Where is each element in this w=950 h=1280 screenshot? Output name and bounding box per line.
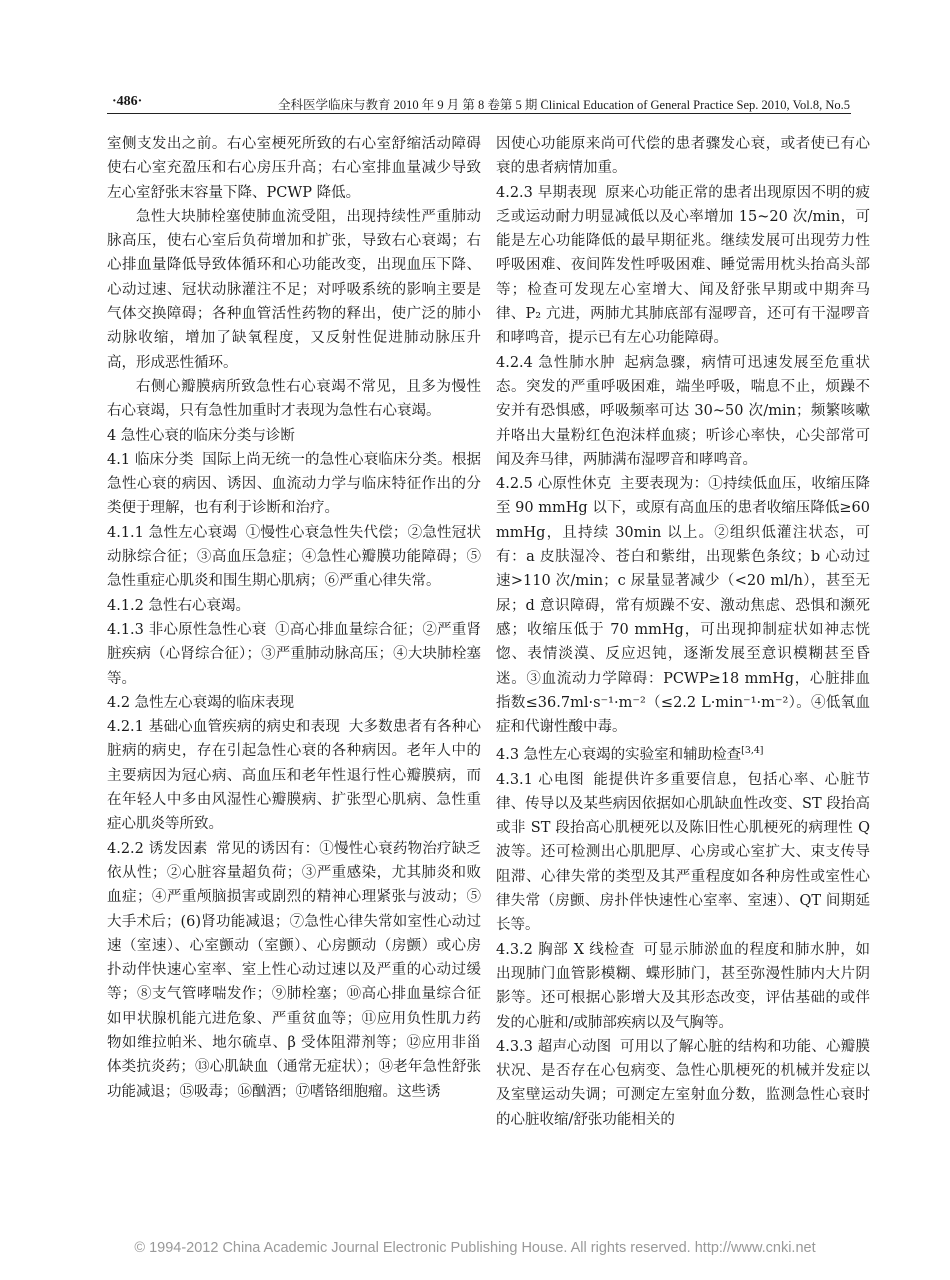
- subsection: [107, 448, 481, 521]
- subsection: [496, 472, 870, 739]
- paragraph: 右侧心瓣膜病所致急性右心衰竭不常见，且多为慢性右心衰竭，只有急性加重时才表现为急性右心衰竭。: [107, 378, 481, 420]
- paragraph: 急性大块肺栓塞使肺血流受阻，出现持续性严重肺动脉高压，使右心室后负荷增加和扩张，导致右心衰竭；右心排血量降低导致体循环和心功能改变，出现血压下降、心动过速、冠状动脉灌注不足；对呼吸系统的影响主要是气体交换障碍；各种血管活性药物的释出，使广泛的肺小动脉收缩，增加了缺氧程度，又反射性促进肺动脉压升高，形成恶性循环。: [107, 208, 481, 371]
- section-heading: 4.2 急性左心衰竭的临床表现: [107, 694, 295, 711]
- subsection-label: 4.3.2 胸部 X 线检查: [496, 941, 635, 958]
- subsection-text: 主要表现为：①持续低血压，收缩压降至 90 mmHg 以下，或原有高血压的患者收缩压降低≥60 mmHg，且持续 30min 以上。②组织低灌注状态，可有：a 皮肤湿冷、苍白和紫绀，出现紫色条纹；b 心动过速>110 次/min；c 尿量显著减少（<20 ml/h），甚至无尿；d 意识障碍，常有烦躁不安、激动焦虑、恐惧和濒死感；收缩压低于 70 mmHg，可出现抑制症状如神志恍惚、表情淡漠、反应迟钝，逐渐发展至意识模糊甚至昏迷。③血流动力学障碍：PCWP≥18 mmHg，心脏排血指数≤36.7ml·s⁻¹·m⁻²（≤2.2 L·min⁻¹·m⁻²）。④低氧血症和代谢性酸中毒。: [496, 476, 870, 736]
- section-heading: 4 急性心衰的临床分类与诊断: [107, 427, 295, 444]
- running-head: 全科医学临床与教育 2010 年 9 月 第 8 卷第 5 期 Clinical Education of General Practice Sep. 2010, Vol.8, No.5: [277, 98, 850, 112]
- subsection-text: 国际上尚无统一的急性心衰临床分类。根据急性心衰的病因、诱因、血流动力学与临床特征作出的分类便于理解，也有利于诊断和治疗。: [107, 451, 482, 517]
- subsection-label: 4.1 临床分类: [107, 451, 194, 468]
- subsection-label: 4.2.3 早期表现: [496, 184, 597, 201]
- subsection-label: 4.2.1 基础心血管疾病的病史和表现: [107, 719, 341, 736]
- subsection: [496, 351, 870, 472]
- subsection: [496, 1035, 870, 1132]
- page-footer: [0, 1230, 950, 1270]
- page-number: ·486·: [112, 94, 143, 109]
- section-heading: [496, 739, 870, 767]
- subsection-label: 4.2.5 心原性休克: [496, 476, 612, 493]
- subsection: [496, 181, 870, 351]
- subsection-label: 4.1.3 非心原性急性心衰: [107, 621, 267, 638]
- subsection-label: 4.3.1 心电图: [496, 771, 585, 788]
- subsection: [496, 768, 870, 938]
- paragraph: 室侧支发出之前。右心室梗死所致的右心室舒缩活动障碍使右心室充盈压和右心房压升高；右心室排血量减少导致左心室舒张末容量下降、PCWP 降低。: [107, 136, 481, 201]
- subsection-label: 4.1.1 急性左心衰竭: [107, 524, 238, 541]
- subsection: [107, 521, 481, 594]
- subsection-label: 4.3.3 超声心动图: [496, 1038, 612, 1055]
- section-heading-text: 4.3 急性左心衰竭的实验室和辅助检查: [496, 747, 742, 764]
- subsection-text: 原来心功能正常的患者出现原因不明的疲乏或运动耐力明显减低以及心率增加 15~20 次/min，可能是左心功能降低的最早期征兆。继续发展可出现劳力性呼吸困难、夜间阵发性呼吸困难、睡觉需用枕头抬高头部等；检查可发现左心室增大、闻及舒张早期或中期奔马律、P₂ 亢进，两肺尤其肺底部有湿啰音，还可有干湿啰音和哮鸣音，提示已有左心功能障碍。: [496, 184, 870, 347]
- subsection-text: 大多数患者有各种心脏病的病史，存在引起急性心衰的各种病因。老年人中的主要病因为冠心病、高血压和老年性退行性心瓣膜病，而在年轻人中多由风湿性心瓣膜病、扩张型心肌病、急性重症心肌炎等所致。: [107, 719, 481, 833]
- subsection-text: 起病急骤，病情可迅速发展至危重状态。突发的严重呼吸困难，端坐呼吸，喘息不止，烦躁不安并有恐惧感，呼吸频率可达 30~50 次/min；频繁咳嗽并咯出大量粉红色泡沫样血痰；听诊心率快，心尖部常可闻及奔马律，两肺满布湿啰音和哮鸣音。: [496, 354, 871, 468]
- paragraph: 因使心功能原来尚可代偿的患者骤发心衰，或者使已有心衰的患者病情加重。: [496, 136, 870, 177]
- right-column: [496, 132, 870, 1132]
- page-header: [0, 0, 950, 118]
- subsection-text: ①慢性心衰急性失代偿；②急性冠状动脉综合征；③高血压急症；④急性心瓣膜功能障碍；⑤急性重症心肌炎和围生期心肌病；⑥严重心律失常。: [107, 524, 481, 590]
- left-column: [107, 132, 481, 1104]
- subsection-label: 4.2.2 诱发因素: [107, 840, 208, 857]
- subsection-label: 4.2.4 急性肺水肿: [496, 354, 616, 371]
- subsection-text: 常见的诱因有：①慢性心衰药物治疗缺乏依从性；②心脏容量超负荷；③严重感染，尤其肺炎和败血症；④严重颅脑损害或剧烈的精神心理紧张与波动；⑤大手术后；(6)肾功能减退；⑦急性心律失常如室性心动过速（室速）、心室颤动（室颤）、心房颤动（房颤）或心房扑动伴快速心室率、室上性心动过速以及严重的心动过缓等；⑧支气管哮喘发作；⑨肺栓塞；⑩高心排血量综合征如甲状腺机能亢进危象、严重贫血等；⑪应用负性肌力药物如维拉帕米、地尔硫卓、β 受体阻滞剂等；⑫应用非甾体类抗炎药；⑬心肌缺血（通常无症状）；⑭老年急性舒张功能减退；⑮吸毒；⑯酗酒；⑰嗜铬细胞瘤。这些诱: [107, 840, 481, 1100]
- subsection: [496, 938, 870, 1035]
- copyright-notice: © 1994-2012 China Academic Journal Electronic Publishing House. All rights reserved. http://www.cnki.net: [134, 1240, 816, 1256]
- subsection-text: 可显示肺淤血的程度和肺水肿，如出现肺门血管影模糊、蝶形肺门，甚至弥漫性肺内大片阴影等。还可根据心影增大及其形态改变，评估基础的或伴发的心脏和/或肺部疾病以及气胸等。: [496, 941, 870, 1031]
- subsection: [107, 618, 481, 691]
- subsection-text: 可用以了解心脏的结构和功能、心瓣膜状况、是否存在心包病变、急性心肌梗死的机械并发症以及室壁运动失调；可测定左室射血分数，监测急性心衰时的心脏收缩/舒张功能相关的: [496, 1038, 870, 1128]
- subsection: [107, 715, 481, 836]
- subsection-text: 能提供许多重要信息，包括心率、心脏节律、传导以及某些病因依据如心肌缺血性改变、ST 段抬高或非 ST 段抬高心肌梗死以及陈旧性心肌梗死的病理性 Q 波等。还可检测出心肌肥厚、心房或心室扩大、束支传导阻滞、心律失常的类型及其严重程度如各种房性或室性心律失常（房颤、房扑伴快速性心室率、室速）、QT 间期延长等。: [496, 771, 870, 934]
- subsection-text: ①高心排血量综合征；②严重肾脏疾病（心肾综合征）；③严重肺动脉高压；④大块肺栓塞等。: [107, 621, 481, 687]
- subsection: 4.1.2 急性右心衰竭。: [107, 597, 251, 614]
- subsection: [107, 837, 481, 1104]
- header-rule: [107, 113, 851, 114]
- citation-ref: [3,4]: [741, 745, 764, 757]
